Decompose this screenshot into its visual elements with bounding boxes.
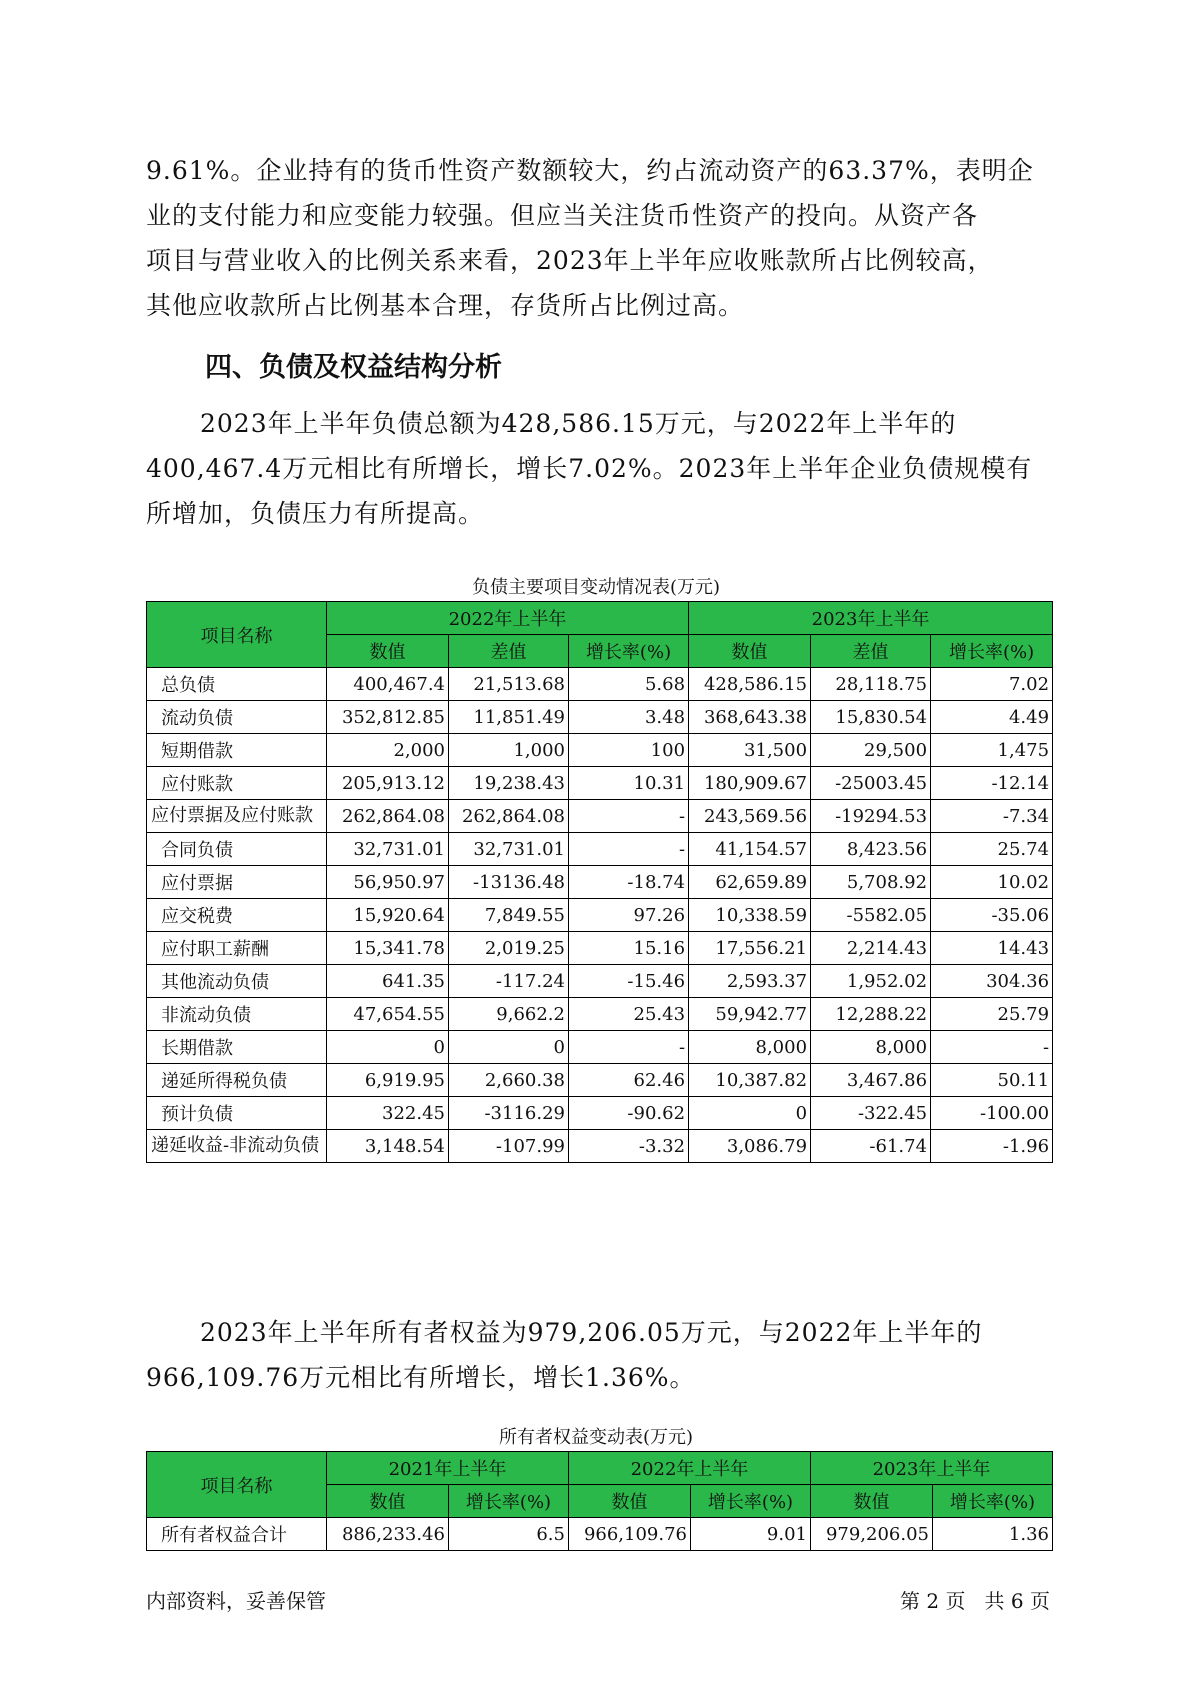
table-row [147,965,1053,998]
table-cell: 11,851.49 [449,701,569,734]
table-cell: 3,467.86 [811,1064,931,1097]
intro-line: 9.61%。企业持有的货币性资产数额较大，约占流动资产的63.37%，表明企 [146,156,1034,185]
table-cell: -117.24 [449,965,569,998]
table-cell: 6.5 [449,1518,569,1551]
table-cell: 368,643.38 [689,701,811,734]
row-label: 应付票据 [147,866,327,899]
table-cell: 6,919.95 [327,1064,449,1097]
footer-confidential-note: 内部资料，妥善保管 [146,1589,326,1613]
table-row [147,899,1053,932]
column-header: 增长率(%) [933,1485,1053,1518]
table-cell: 25.43 [569,998,689,1031]
table-cell: 1,952.02 [811,965,931,998]
row-label: 长期借款 [147,1031,327,1064]
table-cell: 0 [449,1031,569,1064]
table-cell: 2,019.25 [449,932,569,965]
table-cell: 1,000 [449,734,569,767]
table-cell: 262,864.08 [327,800,449,833]
intro-line: 业的支付能力和应变能力较强。但应当关注货币性资产的投向。从资产各 [146,201,979,230]
table-cell: 979,206.05 [811,1518,933,1551]
table-cell: 19,238.43 [449,767,569,800]
table-cell: -25003.45 [811,767,931,800]
column-header: 差值 [811,635,931,668]
table-cell: 180,909.67 [689,767,811,800]
table-cell: 2,000 [327,734,449,767]
column-header: 数值 [327,1485,449,1518]
table-cell: 100 [569,734,689,767]
table-cell: 32,731.01 [449,833,569,866]
table-cell: 1.36 [933,1518,1053,1551]
table-cell: 15,920.64 [327,899,449,932]
table-cell: 62,659.89 [689,866,811,899]
item-name-header: 项目名称 [147,602,327,668]
table-cell: -1.96 [931,1130,1053,1163]
table-row [147,1518,1053,1551]
table-cell: 1,475 [931,734,1053,767]
table-cell: 3,148.54 [327,1130,449,1163]
table-cell: 15.16 [569,932,689,965]
row-label: 递延所得税负债 [147,1064,327,1097]
row-label: 流动负债 [147,701,327,734]
table-cell: 2,214.43 [811,932,931,965]
table-cell: 47,654.55 [327,998,449,1031]
column-header: 增长率(%) [569,635,689,668]
table-row [147,1097,1053,1130]
liability-table-body [147,668,1053,1163]
footer-page-number: 第 2 页 共 6 页 [900,1589,1050,1613]
table-cell: 10.31 [569,767,689,800]
section-heading: 四、负债及权益结构分析 [205,352,502,383]
table-cell: 32,731.01 [327,833,449,866]
table-cell: 21,513.68 [449,668,569,701]
row-label: 预计负债 [147,1097,327,1130]
table-cell: 10.02 [931,866,1053,899]
table-cell: 3.48 [569,701,689,734]
table-cell: 641.35 [327,965,449,998]
table-cell: 62.46 [569,1064,689,1097]
equity-table-body [147,1518,1053,1551]
column-header: 数值 [811,1485,933,1518]
row-label: 短期借款 [147,734,327,767]
period-header: 2022年上半年 [569,1452,811,1485]
period-header: 2023年上半年 [811,1452,1053,1485]
table-cell: 25.79 [931,998,1053,1031]
item-name-header: 项目名称 [147,1452,327,1518]
period-header: 2023年上半年 [689,602,1053,635]
equity-line: 966,109.76万元相比有所增长，增长1.36%。 [146,1363,696,1392]
column-header: 增长率(%) [449,1485,569,1518]
column-header: 数值 [689,635,811,668]
column-header: 数值 [569,1485,691,1518]
row-label: 非流动负债 [147,998,327,1031]
table-cell: 400,467.4 [327,668,449,701]
table-cell: 28,118.75 [811,668,931,701]
table-cell: 262,864.08 [449,800,569,833]
liability-line: 400,467.4万元相比有所增长，增长7.02%。2023年上半年企业负债规模有 [146,454,1033,483]
table-cell: 4.49 [931,701,1053,734]
table-cell: 5,708.92 [811,866,931,899]
table-cell: - [569,833,689,866]
table-cell: -90.62 [569,1097,689,1130]
row-label: 总负债 [147,668,327,701]
table-cell: 8,000 [689,1031,811,1064]
table-cell: 304.36 [931,965,1053,998]
column-header: 增长率(%) [691,1485,811,1518]
table-cell: 97.26 [569,899,689,932]
equity-line: 2023年上半年所有者权益为979,206.05万元，与2022年上半年的 [200,1318,983,1347]
table-row [147,866,1053,899]
table-cell: 50.11 [931,1064,1053,1097]
table-cell: - [931,1031,1053,1064]
table-cell: -7.34 [931,800,1053,833]
table-row [147,932,1053,965]
row-label: 递延收益-非流动负债 [147,1130,327,1163]
table-cell: -15.46 [569,965,689,998]
table-cell: 9.01 [691,1518,811,1551]
table-cell: 15,830.54 [811,701,931,734]
table-row [147,1031,1053,1064]
liability-line: 2023年上半年负债总额为428,586.15万元，与2022年上半年的 [200,409,957,438]
table-cell: -107.99 [449,1130,569,1163]
table-cell: 9,662.2 [449,998,569,1031]
table-row [147,767,1053,800]
row-label: 应交税费 [147,899,327,932]
table-cell: 56,950.97 [327,866,449,899]
table-cell: 322.45 [327,1097,449,1130]
table-cell: 7,849.55 [449,899,569,932]
period-header: 2022年上半年 [327,602,689,635]
table-cell: -3116.29 [449,1097,569,1130]
table-cell: 10,338.59 [689,899,811,932]
table-row [147,800,1053,833]
table-cell: 205,913.12 [327,767,449,800]
row-label: 应付职工薪酬 [147,932,327,965]
row-label: 应付票据及应付账款 [147,800,327,833]
liability-line: 所增加，负债压力有所提高。 [146,499,485,528]
equity-table-caption: 所有者权益变动表(万元) [498,1427,694,1448]
table-cell: -18.74 [569,866,689,899]
liability-table-caption: 负债主要项目变动情况表(万元) [471,577,721,598]
table-cell: -13136.48 [449,866,569,899]
table-cell: 243,569.56 [689,800,811,833]
table-cell: 2,660.38 [449,1064,569,1097]
table-cell: 8,000 [811,1031,931,1064]
table-cell: 428,586.15 [689,668,811,701]
table-cell: 31,500 [689,734,811,767]
table-cell: 14.43 [931,932,1053,965]
table-cell: -100.00 [931,1097,1053,1130]
column-header: 差值 [449,635,569,668]
table-row [147,734,1053,767]
table-cell: -19294.53 [811,800,931,833]
table-cell: 59,942.77 [689,998,811,1031]
table-cell: -35.06 [931,899,1053,932]
table-cell: 15,341.78 [327,932,449,965]
table-cell: -3.32 [569,1130,689,1163]
table-cell: 966,109.76 [569,1518,691,1551]
table-cell: 0 [689,1097,811,1130]
table-cell: 2,593.37 [689,965,811,998]
table-cell: 17,556.21 [689,932,811,965]
table-row [147,833,1053,866]
table-cell: 7.02 [931,668,1053,701]
column-header: 增长率(%) [931,635,1053,668]
liability-table [146,601,1053,1163]
table-cell: 352,812.85 [327,701,449,734]
table-cell: -5582.05 [811,899,931,932]
table-cell: - [569,800,689,833]
table-cell: -322.45 [811,1097,931,1130]
table-row [147,1130,1053,1163]
table-row [147,998,1053,1031]
table-cell: -12.14 [931,767,1053,800]
table-cell: 12,288.22 [811,998,931,1031]
table-row [147,701,1053,734]
table-cell: 8,423.56 [811,833,931,866]
row-label: 所有者权益合计 [147,1518,327,1551]
equity-table [146,1451,1053,1551]
table-cell: 0 [327,1031,449,1064]
table-cell: 886,233.46 [327,1518,449,1551]
table-row [147,1064,1053,1097]
table-row [147,668,1053,701]
row-label: 应付账款 [147,767,327,800]
column-header: 数值 [327,635,449,668]
table-cell: 10,387.82 [689,1064,811,1097]
intro-line: 项目与营业收入的比例关系来看，2023年上半年应收账款所占比例较高， [146,246,994,275]
table-cell: 25.74 [931,833,1053,866]
table-cell: - [569,1031,689,1064]
table-cell: -61.74 [811,1130,931,1163]
row-label: 合同负债 [147,833,327,866]
table-cell: 5.68 [569,668,689,701]
table-cell: 3,086.79 [689,1130,811,1163]
intro-line: 其他应收款所占比例基本合理，存货所占比例过高。 [146,291,745,320]
table-cell: 29,500 [811,734,931,767]
period-header: 2021年上半年 [327,1452,569,1485]
table-cell: 41,154.57 [689,833,811,866]
row-label: 其他流动负债 [147,965,327,998]
